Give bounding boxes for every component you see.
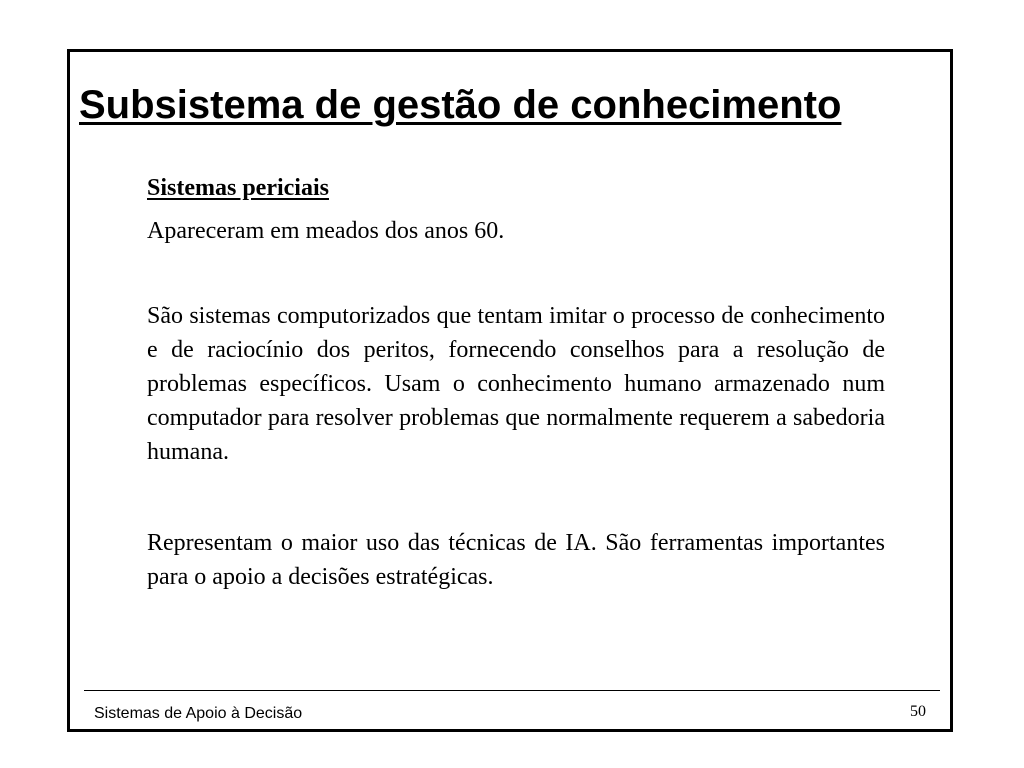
- page-number: 50: [910, 703, 926, 720]
- paragraph-usage: Representam o maior uso das técnicas de IA. São ferramentas importantes para o apoio a decisões estratégicas.: [147, 530, 885, 590]
- footer-course-title: Sistemas de Apoio à Decisão: [94, 705, 303, 722]
- paragraph-origin: Apareceram em meados dos anos 60.: [147, 218, 505, 244]
- slide-body: [147, 172, 885, 594]
- footer-divider: [84, 690, 940, 691]
- paragraph-definition: São sistemas computorizados que tentam imitar o processo de conhecimento e de raciocínio dos peritos, fornecendo conselhos para a resolução de problemas específicos. Usam o conhecimento humano armazenado num computador para resolver problemas que normalmente requerem a sabedoria humana.: [147, 303, 885, 465]
- section-heading: Sistemas periciais: [147, 175, 329, 201]
- slide-title: Subsistema de gestão de conhecimento: [79, 83, 842, 127]
